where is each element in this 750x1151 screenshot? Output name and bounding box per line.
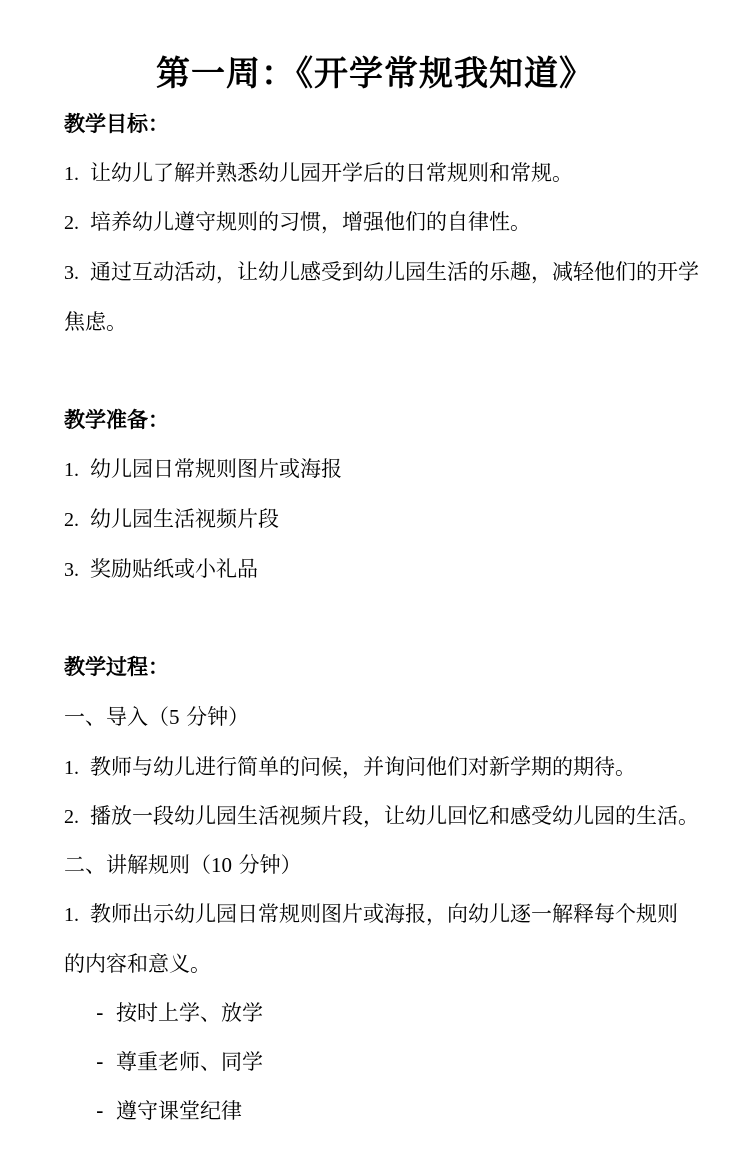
preparation-item-3-number: 3. bbox=[64, 559, 79, 581]
process-section-1-minutes: 5 bbox=[169, 705, 180, 729]
process-section-2-item-1-text: 教师出示幼儿园日常规则图片或海报，向幼儿逐一解释每个规则 bbox=[90, 902, 678, 926]
process-section-1-item-2-number: 2. bbox=[64, 806, 79, 828]
process-section-1-suffix: 分钟） bbox=[179, 705, 250, 729]
rule-item-1-dash: - bbox=[96, 1001, 104, 1025]
document-title: 第一周：《开学常规我知道》 bbox=[156, 54, 594, 94]
preparation-item-2-text: 幼儿园生活视频片段 bbox=[90, 507, 279, 531]
process-section-1-item-1-text: 教师与幼儿进行简单的问候，并询问他们对新学期的期待。 bbox=[90, 755, 636, 779]
objective-item-3-text: 通过互动活动，让幼儿感受到幼儿园生活的乐趣，减轻他们的开学 bbox=[90, 260, 699, 284]
objective-item-2-text: 培养幼儿遵守规则的习惯，增强他们的自律性。 bbox=[90, 210, 531, 234]
objective-item-1-number: 1. bbox=[64, 163, 79, 185]
process-section-1-item-1 bbox=[64, 752, 636, 783]
preparation-item-1-number: 1. bbox=[64, 459, 79, 481]
objective-item-1-text: 让幼儿了解并熟悉幼儿园开学后的日常规则和常规。 bbox=[90, 161, 573, 185]
rule-item-3-dash: - bbox=[96, 1099, 104, 1123]
process-section-1-item-2 bbox=[64, 801, 699, 832]
process-section-2-suffix: 分钟） bbox=[232, 853, 302, 877]
rule-item-2 bbox=[96, 1047, 263, 1077]
process-section-1-item-2-text: 播放一段幼儿园生活视频片段，让幼儿回忆和感受幼儿园的生活。 bbox=[90, 804, 699, 828]
preparation-heading: 教学准备： bbox=[64, 408, 169, 432]
process-section-1-prefix: 一、导入（ bbox=[64, 705, 169, 729]
rule-item-1-text: 按时上学、放学 bbox=[116, 1001, 263, 1025]
objective-item-3-number: 3. bbox=[64, 262, 79, 284]
rule-item-1 bbox=[96, 998, 263, 1028]
objective-item-2 bbox=[64, 207, 531, 238]
preparation-item-3-text: 奖励贴纸或小礼品 bbox=[90, 557, 258, 581]
process-section-2-minutes: 10 bbox=[211, 853, 232, 877]
process-section-1-heading bbox=[64, 702, 249, 732]
process-section-2-item-1-number: 1. bbox=[64, 904, 79, 926]
preparation-item-2 bbox=[64, 504, 279, 535]
process-section-2-prefix: 二、讲解规则（ bbox=[64, 853, 211, 877]
objectives-heading: 教学目标： bbox=[64, 112, 169, 136]
rule-item-2-text: 尊重老师、同学 bbox=[116, 1050, 263, 1074]
process-section-1-item-1-number: 1. bbox=[64, 757, 79, 779]
preparation-item-3 bbox=[64, 554, 258, 585]
rule-item-3-text: 遵守课堂纪律 bbox=[116, 1099, 242, 1123]
rule-item-2-dash: - bbox=[96, 1050, 104, 1074]
objective-item-3 bbox=[64, 257, 699, 288]
preparation-item-1-text: 幼儿园日常规则图片或海报 bbox=[90, 457, 342, 481]
process-section-2-heading bbox=[64, 850, 302, 880]
preparation-item-1 bbox=[64, 454, 342, 485]
rule-item-3 bbox=[96, 1096, 242, 1126]
process-section-2-item-1-continuation: 的内容和意义。 bbox=[64, 952, 211, 976]
process-heading: 教学过程： bbox=[64, 655, 169, 679]
objective-item-1 bbox=[64, 158, 573, 189]
preparation-item-2-number: 2. bbox=[64, 509, 79, 531]
process-section-2-item-1 bbox=[64, 899, 678, 930]
objective-item-3-continuation: 焦虑。 bbox=[64, 310, 127, 334]
objective-item-2-number: 2. bbox=[64, 212, 79, 234]
